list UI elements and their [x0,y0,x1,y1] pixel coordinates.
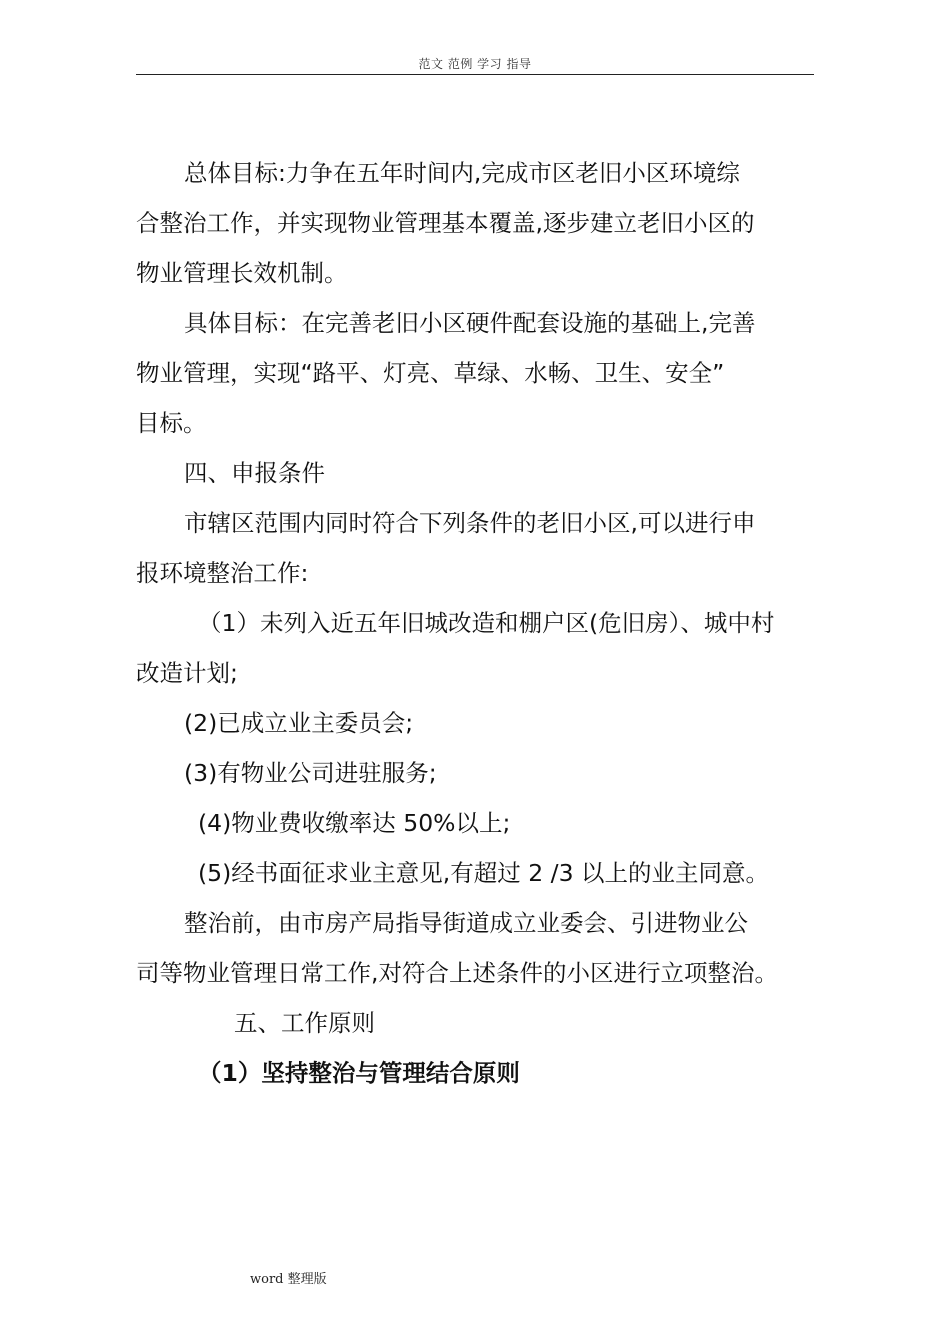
paragraph-line: 物业管理，实现“路平、灯亮、草绿、水畅、卫生、安全” [136,359,725,387]
paragraph-line: 改造计划; [136,659,238,687]
condition-item-4: (4)物业费收缴率达 50%以上; [198,809,511,837]
condition-item-3: (3)有物业公司进驻服务; [184,759,437,787]
paragraph-line: 目标。 [136,409,207,437]
paragraph-specific-goal: 具体目标：在完善老旧小区硬件配套设施的基础上,完善 [184,309,756,337]
condition-item-5: (5)经书面征求业主意见,有超过 2 /3 以上的业主同意。 [198,859,769,887]
page-footer: word 整理版 [250,1272,327,1287]
section-heading-5: 五、工作原则 [234,1009,375,1037]
paragraph-before-renovation: 整治前，由市房产局指导街道成立业委会、引进物业公 [184,909,748,937]
paragraph-line: 报环境整治工作: [136,559,309,587]
condition-item-1: （1）未列入近五年旧城改造和棚户区(危旧房）、城中村 [198,609,775,637]
header-text: 范文 范例 学习 指导 [418,57,532,71]
paragraph-line: 司等物业管理日常工作,对符合上述条件的小区进行立项整治。 [136,959,778,987]
paragraph-conditions: 市辖区范围内同时符合下列条件的老旧小区,可以进行申 [184,509,756,537]
section-heading-4: 四、申报条件 [184,459,325,487]
page-header [136,54,814,75]
condition-item-2: (2)已成立业主委员会; [184,709,414,737]
paragraph-line: 合整治工作，并实现物业管理基本覆盖,逐步建立老旧小区的 [136,209,755,237]
paragraph-line: 物业管理长效机制。 [136,259,348,287]
principle-heading-1: （1）坚持整治与管理结合原则 [198,1059,520,1087]
document-body [136,148,816,1098]
paragraph-overall-goal: 总体目标:力争在五年时间内,完成市区老旧小区环境综 [184,159,740,187]
